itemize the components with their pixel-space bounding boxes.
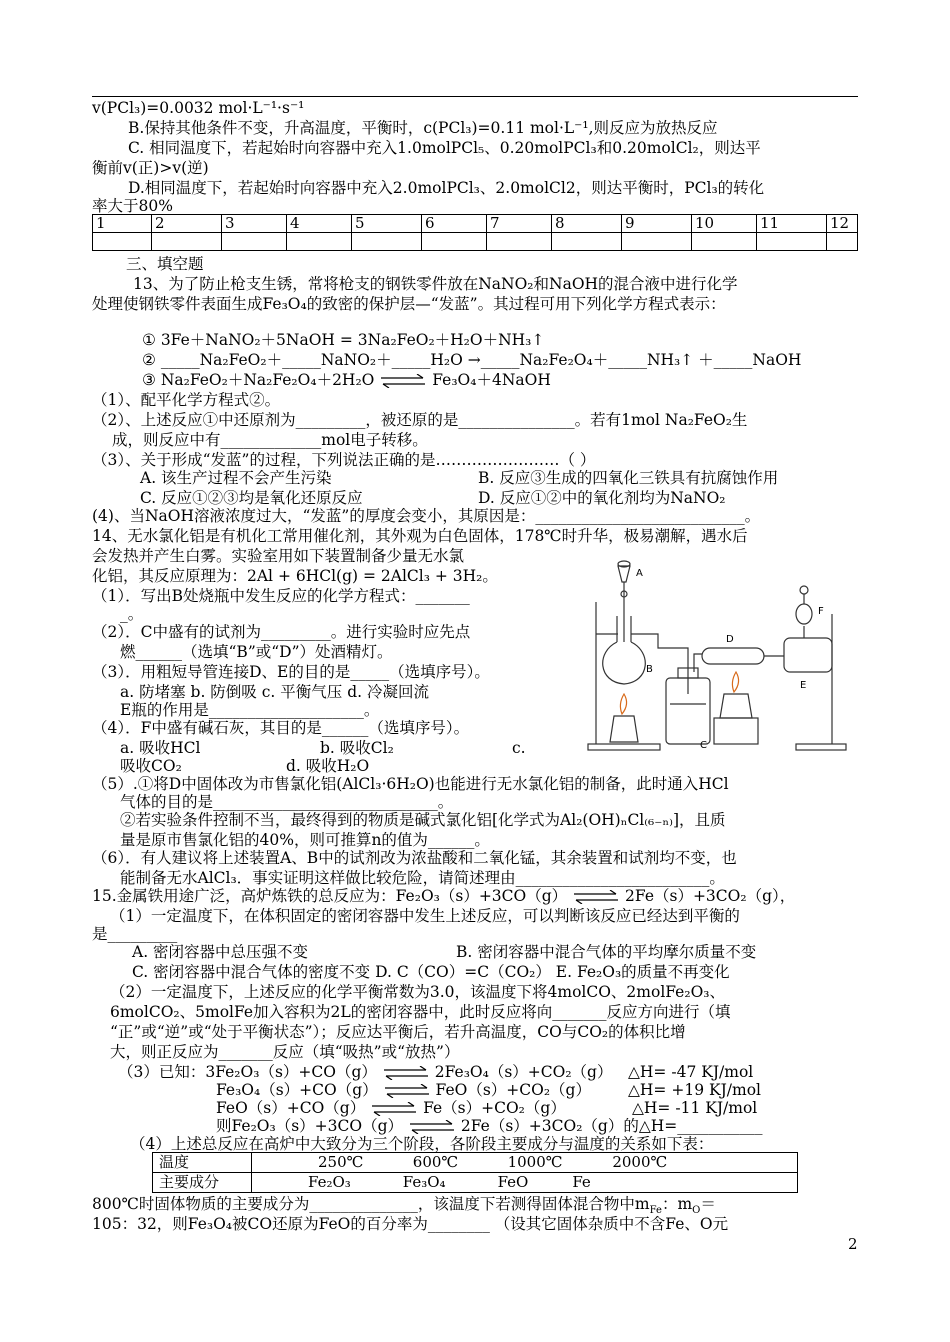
temperature-table [152,1152,798,1193]
eq1-right: 2Fe₃O₄（s）+CO₂（g） [434,1063,613,1081]
answer-number-cell: 2 [152,215,222,233]
q14-sub5-2-cont: 量是原市售氯化铝的40%，则可推算n的值为______。 [120,831,490,849]
answer-number-cell: 1 [93,215,152,233]
eq3-enthalpy: △H= -11 KJ/mol [632,1099,758,1117]
answer-blank-cell[interactable] [622,233,692,251]
q14-sub3: （3）．用粗短导管连接D、E的目的是_____（选填序号）。 [92,663,490,681]
answer-blank-cell[interactable] [827,233,858,251]
temp-cell: 1000℃ [507,1153,563,1171]
q14-line: 会发热并产生白雾。实验室用如下装置制备少量无水氯 [92,547,465,565]
q15-option-b: B. 密闭容器中混合气体的平均摩尔质量不变 [456,943,757,961]
q15-sub4-cont2: 105：32，则Fe₃O₄被CO还原为FeO的百分率为________ （设其它固体杂质中不含Fe、O元 [92,1215,729,1233]
q13-equation-2: ② _____Na₂FeO₂＋_____NaNO₂＋_____H₂O →_____Na₂Fe₂O₄＋_____NH₃↑ ＋_____NaOH [142,351,802,369]
eq1-enthalpy: △H= -47 KJ/mol [628,1063,754,1081]
q14-sub4-b: b. 吸收Cl₂ [320,739,394,757]
q13-equation-1: ① 3Fe＋NaNO₂＋5NaOH = 3Na₂FeO₂＋H₂O＋NH₃↑ [142,331,545,349]
q14-sub2-cont: 燃______（选填“B”或“D”）处酒精灯。 [120,643,393,661]
q14-sub2: （2）．C中盛有的试剂为_________。进行实验时应先点 [92,623,471,641]
q13-sub3: （3）、关于形成“发蓝”的过程，下列说法正确的是……………………（ ） [92,451,596,469]
q14-sub4-c: c. [512,739,526,757]
component-label: 主要成分 [153,1173,252,1193]
answer-number-cell: 7 [487,215,552,233]
q14-sub4-d: d. 吸收H₂O [286,757,370,775]
answer-blank-cell[interactable] [222,233,287,251]
answer-blank-cell[interactable] [152,233,222,251]
temperature-label: 温度 [153,1153,252,1173]
q12-option-d-cont: 率大于80% [92,197,173,215]
answer-table [92,214,858,251]
eq2-enthalpy: △H= +19 KJ/mol [628,1081,761,1099]
section-heading: 三、填空题 [126,255,204,273]
q13-line: 13、为了防止枪支生锈，常将枪支的钢铁零件放在NaNO₂和NaOH的混合液中进行化学 [133,275,738,293]
answer-number-cell: 5 [352,215,422,233]
q15-ratio-sep: ：m [661,1195,693,1213]
answer-number-cell: 8 [552,215,622,233]
equation-3-right: Fe₃O₄＋4NaOH [432,371,551,389]
q14-e-bottle: E瓶的作用是____________________。 [120,701,380,719]
equilibrium-arrow-icon [408,1120,456,1134]
q13-sub2: （2）、上述反应①中还原剂为_________，被还原的是_______________。若有1mol Na₂FeO₂生 [92,411,748,429]
answer-blank-cell[interactable] [93,233,152,251]
q14-sub6: （6）．有人建议将上述装置A、B中的试剂改为浓盐酸和二氧化锰，其余装置和试剂均不变，也 [92,849,737,867]
label-e: E [800,680,807,691]
q13-option-c: C. 反应①②③均是氧化还原反应 [140,489,363,507]
q12-option-d: D.相同温度下，若起始时向容器中充入2.0molPCl₃、2.0molCl2，则达平衡时，PCl₃的转化 [128,179,765,197]
answer-blank-cell[interactable] [422,233,487,251]
answer-number-cell: 11 [757,215,827,233]
q15-sub2-cont: “正”或“逆”或“处于平衡状态”）；反应达平衡后，若升高温度，CO与CO₂的体积比增 [110,1023,686,1041]
q14-sub4-a: a. 吸收HCl [120,739,201,757]
q13-sub4: (4)、当NaOH溶液浓度过大，“发蓝”的厚度会变小，其原因是：___________________________。 [92,507,761,525]
component-values [252,1173,798,1193]
q15-sub3-target [216,1116,763,1136]
equilibrium-arrow-icon [383,1084,431,1098]
eq3-left: FeO（s）+CO（g） [216,1099,366,1117]
q15-sub3-eq2 [216,1080,591,1100]
q15-sub2: （2）一定温度下，上述反应的化学平衡常数为3.0，该温度下将4molCO、2molFe₂O₃、 [110,983,725,1001]
eq1-left: （3）已知：3Fe₂O₃（s）+CO（g） [118,1063,377,1081]
temp-cell: 250℃ [318,1153,364,1171]
answer-number-cell: 4 [287,215,352,233]
component-cell: FeO [497,1173,529,1191]
q15-sub4: （4）上述总反应在高炉中大致分为三个阶段，各阶段主要成分与温度的关系如下表： [130,1135,714,1153]
page-number: 2 [848,1235,858,1253]
wood-block [714,718,758,744]
answer-blank-cell[interactable] [757,233,827,251]
eq2-left: Fe₃O₄（s）+CO（g） [216,1081,378,1099]
apparatus-diagram [584,554,852,754]
answer-number-cell: 9 [622,215,692,233]
component-cell: Fe₃O₄ [402,1173,446,1191]
target-left: 则Fe₂O₃（s）+3CO（g） [216,1117,404,1135]
q15-sub2-cont: 6molCO₂、5molFe加入容积为2L的密闭容器中，此时反应将向_______反应方向进行（填 [110,1003,731,1021]
q13-option-a: A. 该生产过程不会产生污染 [140,469,332,487]
equilibrium-arrow-icon [382,1066,430,1080]
equilibrium-arrow-icon [572,890,620,904]
component-cell: Fe [572,1173,591,1191]
label-f: F [818,606,824,617]
answer-number-cell: 12 [827,215,858,233]
q15-equals: ＝ [700,1195,716,1213]
q13-line: 处理使钢铁零件表面生成Fe₃O₄的致密的保护层—“发蓝”。其过程可用下列化学方程式表示： [92,295,726,313]
equilibrium-arrow-icon [370,1102,418,1116]
equation-3-left: ③ Na₂FeO₂＋Na₂Fe₂O₄＋2H₂O [142,371,375,389]
q14-sub5: （5）.①将D中固体改为市售氯化铝(AlCl₃·6H₂O)也能进行无水氯化铝的制备，此时通入HCl [92,775,729,793]
q14-line: 化铝，其反应原理为：2Al + 6HCl(g) = 2AlCl₃ + 3H₂。 [92,567,498,585]
temp-cell: 2000℃ [612,1153,668,1171]
q15-sub4-text: 800℃时固体物质的主要成分为______________，该温度下若测得固体混合物中m [92,1195,650,1213]
q14-sub5-cont: 气体的目的是_____________________________。 [120,793,454,811]
answer-number-cell: 10 [692,215,757,233]
q15-sub2-cont: 大，则正反应为_______反应（填“吸热”或“放热”） [110,1043,460,1061]
label-a: A [636,568,643,579]
answer-number-cell: 6 [422,215,487,233]
q12-option-c-cont: 衡前v(正)>v(逆) [92,159,209,177]
label-c: C [700,740,707,751]
subscript-o: O [692,1205,701,1217]
answer-blank-row [93,233,858,251]
q14-sub4-c-cont: 吸收CO₂ [120,757,182,775]
top-rule [92,96,858,97]
q15-line [92,886,795,906]
q13-equation-3 [142,370,551,390]
q14-sub5-2: ②若实验条件控制不当，最终得到的物质是碱式氯化铝[化学式为Al₂(OH)ₙCl₍₆₋ₙ₎]，且质 [120,811,726,829]
q13-option-d: D. 反应①②中的氧化剂均为NaNO₂ [478,489,726,507]
label-d: D [726,634,734,645]
q15-sub3-eq3 [216,1098,566,1118]
eq3-right: Fe（s）+CO₂（g） [423,1099,566,1117]
answer-number-row [93,215,858,233]
q12-line-a: v(PCl₃)=0.0032 mol·L⁻¹·s⁻¹ [92,99,305,117]
answer-blank-cell[interactable] [487,233,552,251]
temperature-row [153,1153,798,1173]
label-b: B [646,664,653,675]
equilibrium-arrow-icon [379,374,427,388]
q14-sub3-options: a. 防堵塞 b. 防倒吸 c. 平衡气压 d. 冷凝回流 [120,683,429,701]
q13-option-b: B. 反应③生成的四氧化三铁具有抗腐蚀作用 [478,469,779,487]
q15-sub1: （1）一定温度下，在体积固定的密闭容器中发生上述反应，可以判断该反应已经达到平衡的 [110,907,740,925]
component-cell: Fe₂O₃ [308,1173,351,1191]
q15-option-a: A. 密闭容器中总压强不变 [132,943,309,961]
q14-sub6-cont: 能制备无水AlCl₃．事实证明这样做比较危险，请简述理由_________________________。 [120,869,725,887]
q15-option-cde: C. 密闭容器中混合气体的密度不变 D. C（CO）=C（CO₂） E. Fe₂O₃的质量不再变化 [132,963,730,981]
stand-base [588,744,660,750]
q14-line: 14、无水氯化铝是有机化工常用催化剂，其外观为白色固体，178℃时升华，极易潮解，遇水后 [92,527,748,545]
answer-blank-cell[interactable] [692,233,757,251]
q15-sub1-cont: 是_________ [92,925,178,943]
answer-blank-cell[interactable] [352,233,422,251]
eq2-right: FeO（s）+CO₂（g） [435,1081,591,1099]
answer-blank-cell[interactable] [552,233,622,251]
q15-sub3-eq1 [118,1062,612,1082]
q12-option-c: C. 相同温度下，若起始时向容器中充入1.0molPCl₅、0.20molPCl₃和0.20molCl₂，则达平 [128,139,761,157]
target-right: 2Fe（s）+3CO₂（g）的△H=___________ [460,1117,763,1135]
q15-reaction-left: 15.金属铁用途广泛，高炉炼铁的总反应为：Fe₂O₃（s）+3CO（g） [92,887,568,905]
q14-sub1-cont: _。 [120,605,144,623]
temperature-values [252,1153,798,1173]
temp-cell: 600℃ [412,1153,459,1171]
q14-sub1: （1）．写出B处烧瓶中发生反应的化学方程式：_______ [92,587,470,605]
q14-sub4: （4）．F中盛有碱石灰，其目的是______（选填序号）。 [92,719,470,737]
q15-reaction-right: 2Fe（s）+3CO₂（g）， [625,887,796,905]
component-row [153,1173,798,1193]
q12-option-b: B.保持其他条件不变，升高温度，平衡时，c(PCl₃)=0.11 mol·L⁻¹,则反应为放热反应 [128,119,718,137]
q13-sub2-cont: 成，则反应中有_____________mol电子转移。 [112,431,428,449]
subscript-fe: Fe [649,1205,662,1217]
answer-blank-cell[interactable] [287,233,352,251]
answer-number-cell: 3 [222,215,287,233]
q13-sub1: （1）、配平化学方程式②。 [92,391,281,409]
